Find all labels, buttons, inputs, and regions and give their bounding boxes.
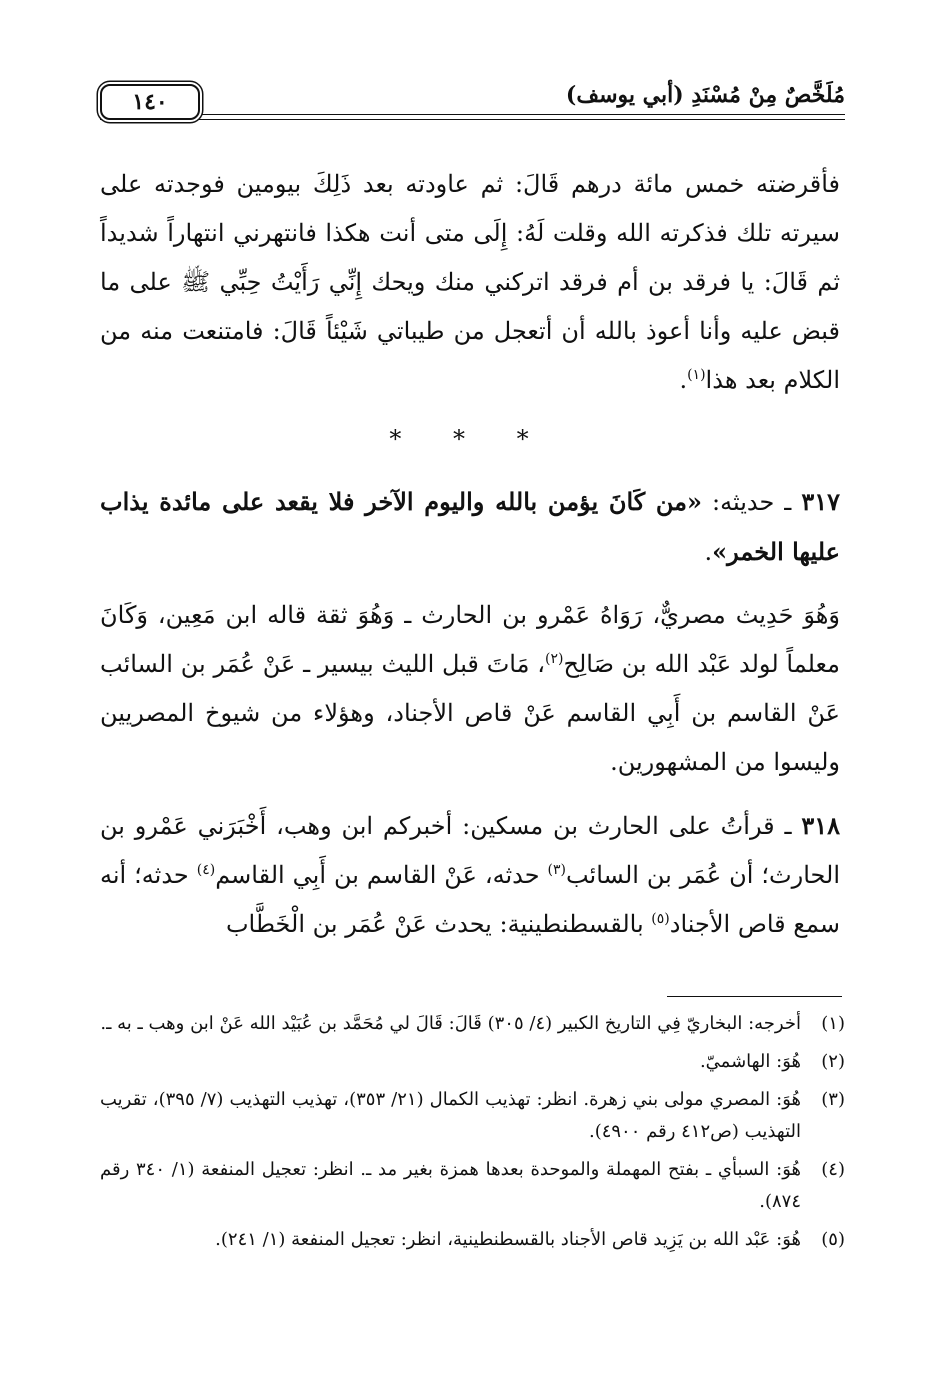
paragraph-continuation [100,160,840,405]
hadith-text-d: بالقسطنطينية: يحدث عَنْ عُمَر بن الْخَطَّاب [225,910,652,938]
footnote-5 [100,1224,845,1256]
page-number: ١٤٠ [100,84,200,120]
footnote-3 [100,1084,845,1148]
footnote-text: هُوَ: المصري مولى بني زهرة. انظر: تهذيب الكمال (٢١/ ٣٥٣)، تهذيب التهذيب (٧/ ٣٩٥)، تقريب التهذيب (ص٤١٢ رقم ٤٩٠٠). [100,1089,802,1142]
footnote-ref-5: (٥) [651,911,670,927]
hadith-number: ٣١٨ [801,811,840,840]
footnote-number: (١) [821,1013,845,1034]
hadith-318 [100,801,840,949]
footnote-ref-4: (٤) [196,862,216,878]
footnote-number: (٢) [821,1051,845,1072]
running-header [100,78,845,122]
paragraph-end: . [679,366,688,394]
commentary-paragraph [100,591,840,787]
footnote-1 [100,1008,845,1040]
hadith-317 [100,477,840,577]
footnote-number: (٤) [821,1159,845,1180]
commentary-text-a: وَهُوَ حَدِيث مصريٌّ، رَوَاهُ عَمْرو بن الحارث ـ وَهُوَ ثقة قاله ابن مَعِين، وَكَانَ معلماً لولد عَبْد الله بن صَالِح [100,601,840,678]
paragraph-text: فأقرضته خمس مائة درهم قَالَ: ثم عاودته بعد ذَلِكَ بيومين فوجدته على سيرته تلك فذكرته الله وقلت لَهُ: إِلَى متى أنت هكذا فانتهرني انتهاراً شديداً ثم قَالَ: يا فرقد بن أم فرقد اتركني منك ويحك إِنِّي رَأَيْتُ حِبِّي ﷺ على ما قبض عليه وأنا أعوذ بالله أن أتعجل من طيباتي شَيْئاً قَالَ: فامتنعت منه من الكلام بعد هذا [100,170,840,394]
footnote-ref-1: (١) [687,367,706,383]
section-separator: * * * [389,425,551,453]
header-rule-thin [100,119,845,120]
main-text [100,160,840,963]
footnote-number: (٣) [821,1089,845,1110]
header-rule [100,114,845,115]
hadith-end: . [704,538,713,566]
footnote-4 [100,1154,845,1218]
footnote-number: (٥) [821,1229,845,1250]
footnote-rule [667,996,842,997]
footnote-text: هُوَ: السبأي ـ بفتح المهملة والموحدة بعدها همزة بغير مد ـ. انظر: تعجيل المنفعة (١/ ٣٤٠ رقم ٨٧٤). [100,1159,801,1212]
commentary-text-b: ، مَاتَ قبل الليث بيسير ـ عَنْ عُمَر بن السائب عَنْ القاسم بن أَبِي القاسم عَنْ قاص الأجناد، وهؤلاء من شيوخ المصريين وليسوا من المشهورين. [100,650,840,776]
footnote-ref-3: (٣) [547,862,566,878]
hadith-text: «من كَانَ يؤمن بالله واليوم الآخر فلا يقعد على مائدة يذاب عليها الخمر» [100,487,840,566]
hadith-lead: ـ حديثه: [702,488,802,516]
footnotes [100,1008,845,1262]
footnote-text: أخرجه: البخاريّ فِي التاريخ الكبير (٤/ ٣٠٥) قَالَ: قَالَ لي مُحَمَّد بن عُبَيْد الله عَنْ ابن وهب ـ به ـ. [100,1013,801,1034]
footnote-text: هُوَ: عَبْد الله بن يَزِيد قاص الأجناد بالقسطنطينية، انظر: تعجيل المنفعة (١/ ٢٤١). [215,1229,801,1250]
hadith-text-b: حدثه، عَنْ القاسم بن أَبِي القاسم [215,861,548,889]
footnote-text: هُوَ: الهاشميّ. [699,1051,801,1072]
footnote-ref-2: (٢) [545,651,564,667]
running-title: مُلَخَّصٌ مِنْ مُسْنَدِ (أبي يوسف) [565,82,845,108]
footnote-2 [100,1046,845,1078]
hadith-text-a: ـ قرأتُ على الحارث بن مسكين: أخبركم ابن وهب، أَخْبَرَني عَمْرو بن الحارث؛ أن عُمَر بن السائب [100,812,840,889]
hadith-number: ٣١٧ [801,487,840,516]
hadith-text-c: حدثه؛ أنه سمع قاص الأجناد [100,861,840,938]
